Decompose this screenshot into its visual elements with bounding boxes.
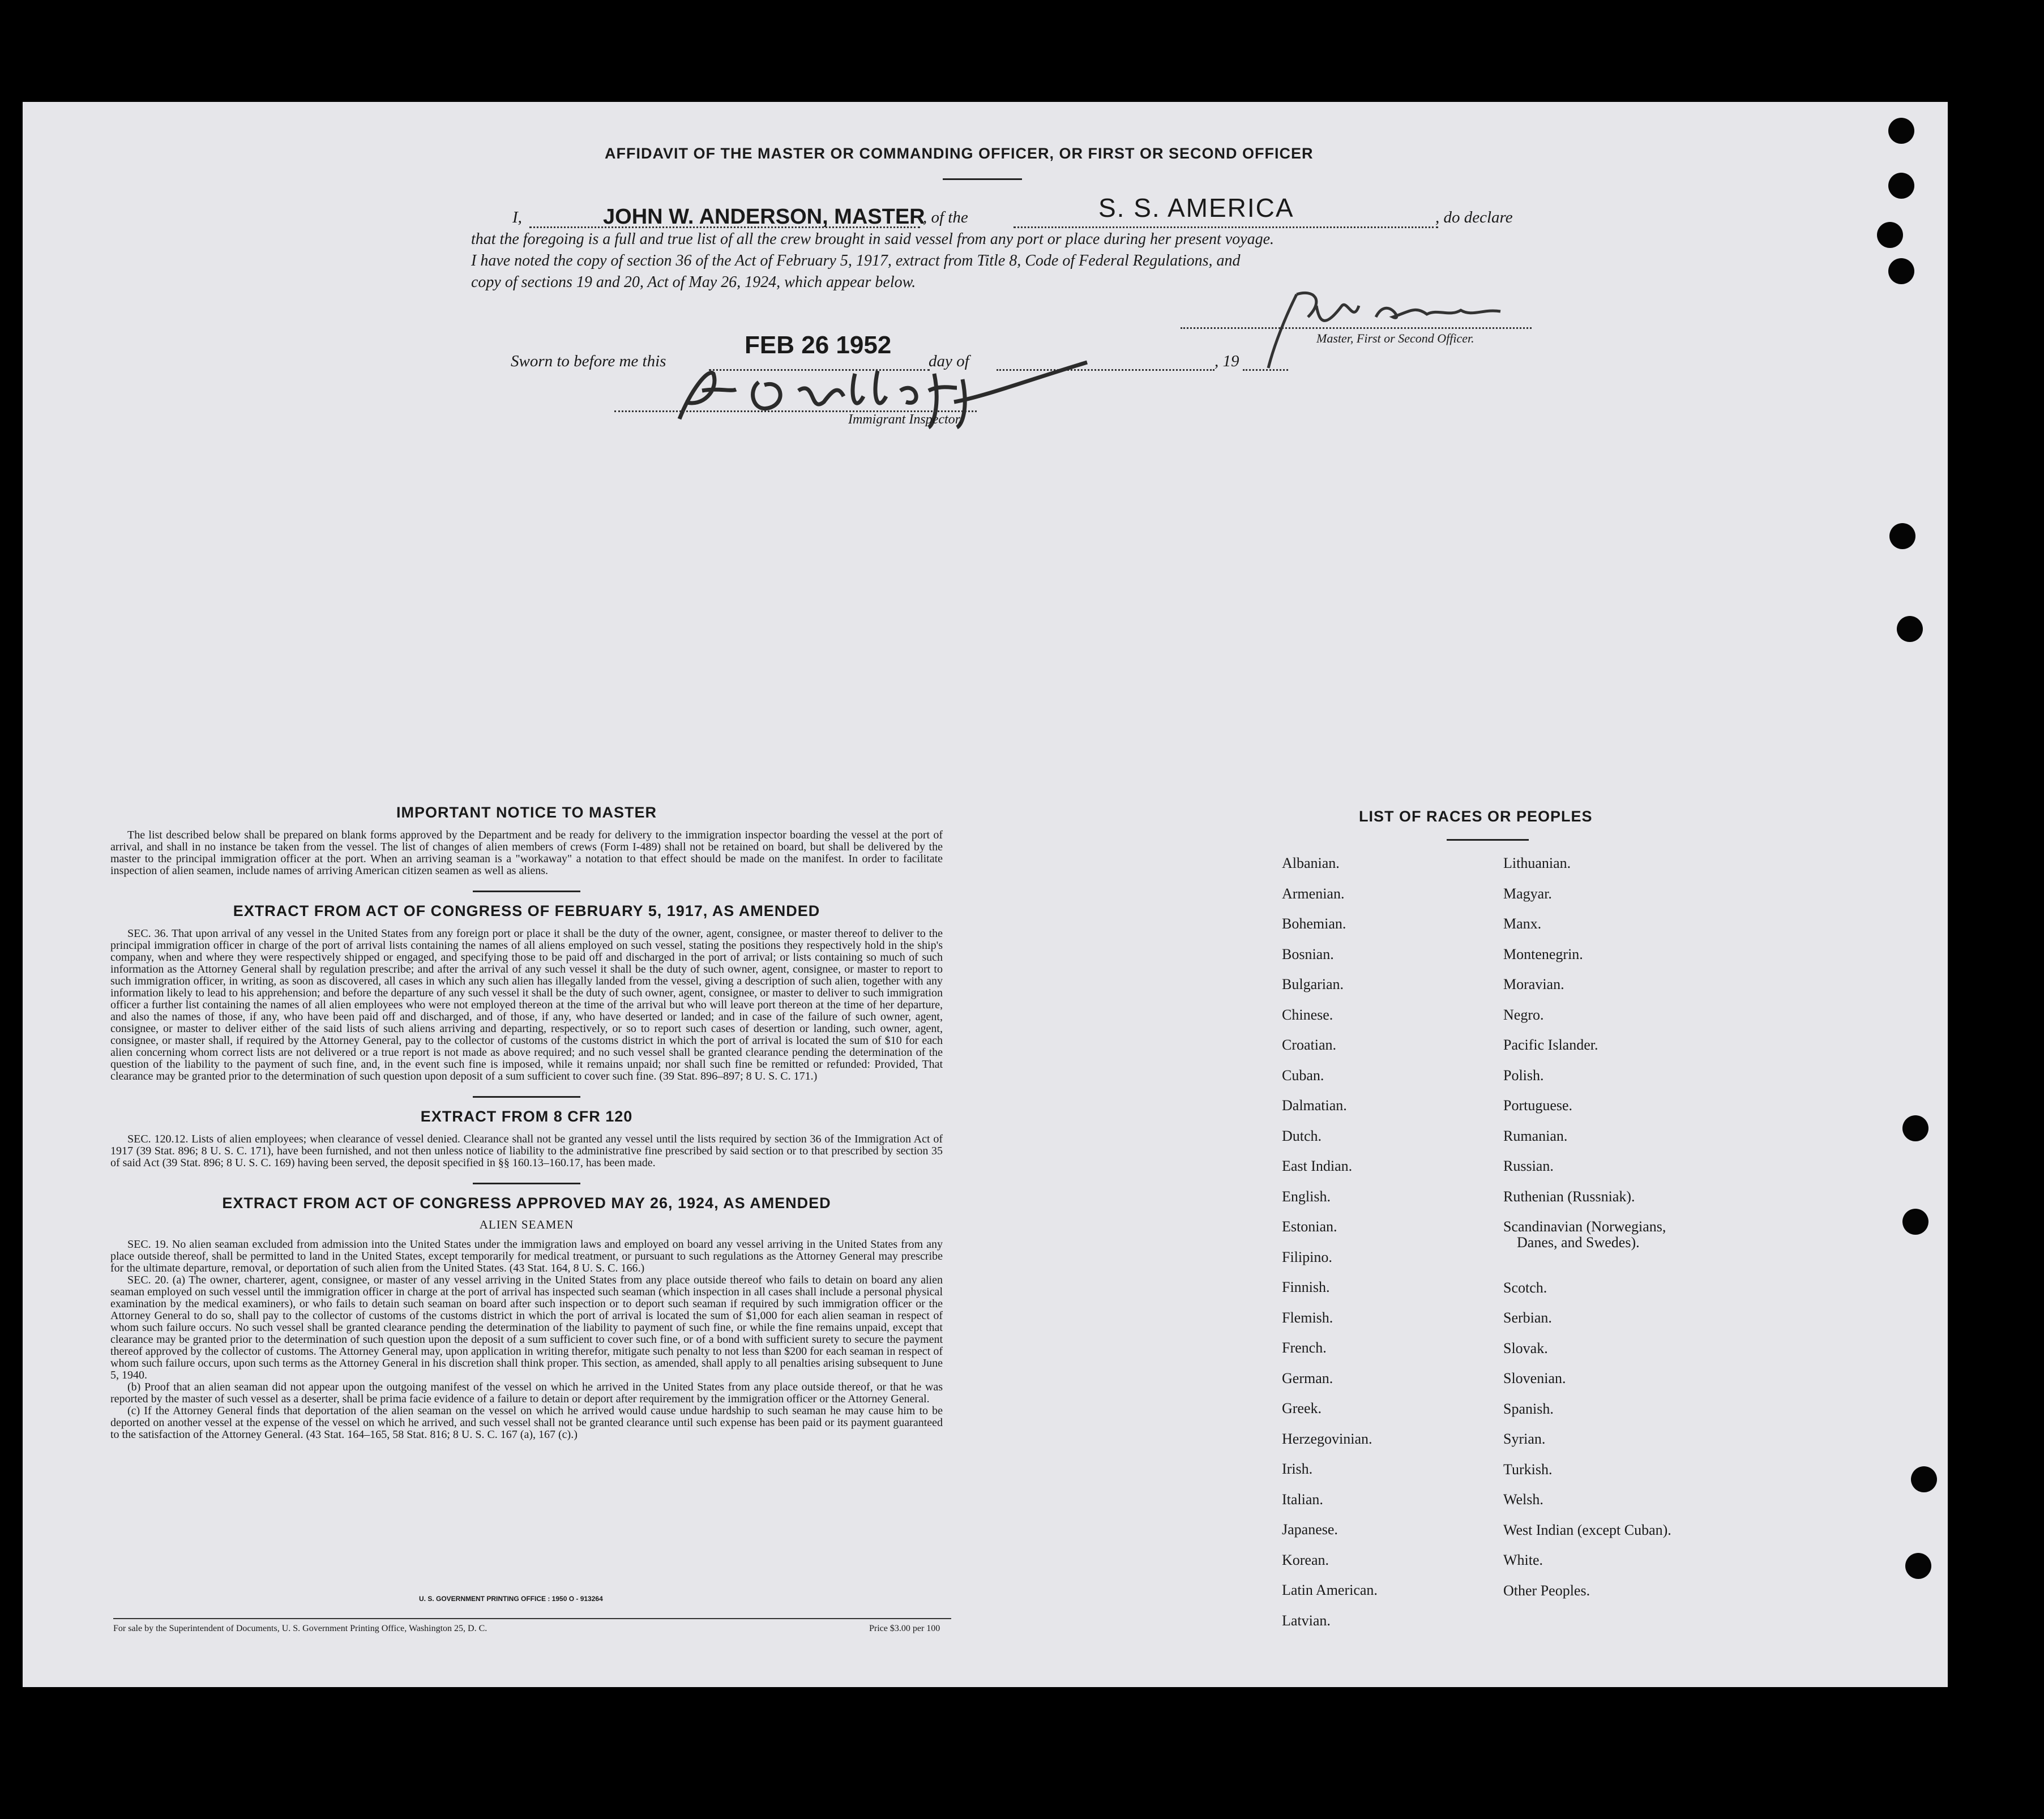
race-item: Montenegrin. (1503, 945, 1583, 962)
sec-20b-text: (b) Proof that an alien seaman did not appear upon the outgoing manifest of the vessel on which he arrived in the United States from any place outside thereof, or that he was reported by the master of such vessel as a deserter, shall be prima facie evidence of a failure to detain or deport after requirement by the immigration officer or the Attorney General. (110, 1381, 943, 1405)
sec-20a-text: SEC. 20. (a) The owner, charterer, agent, consignee, or master of any vessel arriving in the United States from any place outside thereof who fails to detain on board any alien seaman employed on such vessel until the immigration officer in charge at the port of arrival has inspected such seaman (which inspection in all cases shall include a personal physical examination by the medical examiners), or who fails to detain such seaman on board after such inspection or to deport such seaman if required by such immigration officer or the Attorney General to do so, shall pay to the collector of customs of the customs district in which the port of arrival is located the sum of $1,000 for each alien seaman in respect of whom such failure occurs. No such vessel shall be granted clearance pending the determination of the liability to payment of such fine, or while the fine remains unpaid, except that clearance may be granted prior to the determination of such question upon the deposit of a sum sufficient to cover such fine, or of a bond with sufficient surety to secure the payment thereof approved by the collector of customs. The Attorney General may, upon application in writing therefor, mitigate such penalty to not less than $200 for each seaman in respect of whom such failure occurs, upon such terms as the Attorney General in his discretion shall think proper. This section, as amended, shall apply to all penalties arising subsequent to June 5, 1940. (110, 1274, 943, 1381)
punch-hole (1902, 1209, 1928, 1235)
race-item: Herzegovinian. (1282, 1430, 1372, 1447)
sec-20c-text: (c) If the Attorney General finds that deportation of the alien seaman on the vessel on which he arrived would cause undue hardship to such seaman he may cause him to be deported on another vessel at the expense of the vessel on which he arrived, and such vessel shall not be granted clearance until such expense has been paid or its payment guaranteed to the satisfaction of the Attorney General. (43 Stat. 164–165, 58 Stat. 816; 8 U. S. C. 167 (a), 167 (c).) (110, 1405, 943, 1441)
notice-section (110, 804, 943, 1441)
races-column-2 (1503, 855, 1798, 1612)
race-item: White. (1503, 1552, 1543, 1568)
master-name: JOHN W. ANDERSON, MASTER (603, 205, 925, 229)
race-item: Greek. (1282, 1400, 1322, 1416)
day-of-label: day of (929, 352, 969, 370)
extract-1917-title: EXTRACT FROM ACT OF CONGRESS OF FEBRUARY 5, 1917, AS AMENDED (233, 902, 820, 919)
race-item: Russian. (1503, 1158, 1554, 1174)
race-item: Finnish. (1282, 1279, 1330, 1295)
race-item: Japanese. (1282, 1521, 1338, 1538)
race-item: Lithuanian. (1503, 855, 1571, 871)
race-item: Irish. (1282, 1461, 1313, 1477)
sale-notice: For sale by the Superintendent of Documents, U. S. Government Printing Office, Washington 25, D. C. (113, 1624, 488, 1633)
race-item: Polish. (1503, 1067, 1544, 1084)
punch-hole (1911, 1466, 1937, 1492)
divider (473, 891, 580, 892)
punch-hole (1888, 173, 1914, 199)
race-item: Welsh. (1503, 1491, 1543, 1508)
race-item: Manx. (1503, 915, 1542, 932)
race-item: Portuguese. (1503, 1097, 1573, 1114)
year-line (1243, 369, 1288, 371)
race-item: Bohemian. (1282, 915, 1346, 932)
affidavit-line-2: that the foregoing is a full and true list of all the crew brought in said vessel from any port or place during her present voyage. (471, 230, 1275, 248)
race-item: Croatian. (1282, 1037, 1337, 1053)
punch-hole (1888, 118, 1914, 144)
race-item: Italian. (1282, 1491, 1323, 1508)
race-item: Magyar. (1503, 885, 1552, 902)
race-item: Danes, and Swedes). (1517, 1234, 1640, 1251)
race-item: Armenian. (1282, 885, 1345, 902)
race-item: Cuban. (1282, 1067, 1324, 1084)
divider (473, 1096, 580, 1098)
notice-title: IMPORTANT NOTICE TO MASTER (396, 804, 657, 821)
punch-hole (1897, 616, 1923, 642)
race-item: Latvian. (1282, 1612, 1331, 1629)
race-item: Dutch. (1282, 1127, 1322, 1144)
sworn-label: Sworn to before me this (511, 352, 666, 370)
punch-hole (1889, 523, 1915, 549)
do-declare-label: , do declare (1435, 208, 1513, 226)
inspector-caption: Immigrant Inspector. (848, 412, 963, 427)
races-title: LIST OF RACES OR PEOPLES (1359, 808, 1593, 825)
extract-1917-body: SEC. 36. That upon arrival of any vessel in the United States from any foreign port or place it shall be the duty of the owner, agent, consignee, or master thereof to deliver to the principal immigration officer in charge of the port of arrival lists containing the names of all aliens employed on such vessel, stating the positions they respectively hold in the ship's company, when and where they were respectively shipped or engaged, and specifying those to be paid off and discharged in the port of arrival; or lists containing so much of such information as the Attorney General shall by regulation prescribe; and after the arrival of any such vessel it shall be the duty of such owner, agent, consignee, or master to report to such immigration officer, in writing, as soon as discovered, all cases in which any such alien has illegally landed from the vessel, giving a description of such alien, together with any information likely to lead to his apprehension; and before the departure of any such vessel it shall be the duty of such owner, agent, consignee, or master to deliver to such immigration officer a further list containing the names of all alien employees who were not employed thereon at the time of the arrival but who will leave port thereon at the time of her departure, and also the names of those, if any, who have been paid off and discharged, and of those, if any, who have deserted or landed; and in case of the failure of such owner, agent, consignee, or master to deliver either of the said lists of such aliens arriving and departing, respectively, or so to report such cases of desertion or landing, such owner, agent, consignee, or master shall, if required by the Attorney General, pay to the collector of customs of the customs district in which the port of arrival is located the sum of $10 for each alien concerning whom correct lists are not delivered or a true report is not made as above required; and no such vessel shall be granted clearance pending the determination of the question of the liability to the payment of such fine, and, in the event such fine is imposed, while it remains unpaid; nor shall such fine be remitted or refunded: Provided, That clearance may be granted prior to the determination of such question upon deposit of a sum sufficient to cover such fine. (39 Stat. 896–897; 8 U. S. C. 171.) (110, 927, 943, 1082)
master-signature-line (1181, 327, 1532, 329)
punch-hole (1902, 1115, 1928, 1141)
race-item: Spanish. (1503, 1400, 1554, 1417)
race-item: Pacific Islander. (1503, 1037, 1598, 1053)
race-item: Bulgarian. (1282, 976, 1344, 992)
divider (1447, 839, 1529, 841)
race-item: Syrian. (1503, 1431, 1546, 1447)
extract-cfr-body: SEC. 120.12. Lists of alien employees; when clearance of vessel denied. Clearance shall not be granted any vessel until the lists required by section 36 of the Immigration Act of 1917 (39 Stat. 896; 8 U. S. C. 171), have been furnished, and not then unless notice of liability to the administrative fine prescribed by said section or to that prescribed by section 35 of said Act (39 Stat. 896; 8 U. S. C. 169) having been served, the deposit specified in §§ 160.13–160.17, has been made. (110, 1133, 943, 1169)
sec-19-text: SEC. 19. No alien seaman excluded from admission into the United States under the immigration laws and employed on board any vessel arriving in the United States from any place outside thereof, shall be permitted to land in the United States, except temporarily for medical treatment, or pursuant to such regulations as the Attorney General may prescribe for the ultimate departure, removal, or deportation of such alien from the United States. (43 Stat. 164, 8 U. S. C. 166.) (110, 1238, 943, 1274)
year-prefix: , 19 (1215, 352, 1239, 370)
race-item: Scandinavian (Norwegians, (1503, 1218, 1666, 1235)
race-item: Turkish. (1503, 1461, 1553, 1478)
vessel-name: S. S. AMERICA (1098, 193, 1294, 222)
races-column-1 (1282, 855, 1497, 1642)
race-item: Scotch. (1503, 1279, 1547, 1296)
race-item: Korean. (1282, 1551, 1329, 1568)
divider (943, 178, 1022, 180)
notice-body: The list described below shall be prepared on blank forms approved by the Department and be ready for delivery to the immigration inspector boarding the vessel at the port of arrival, and shall in no instance be taken from the vessel. The list of changes of alien members of crews (Form I-489) shall not be retained on board, but shall be delivered by the master to the principal immigration officer at the port. When an arriving seaman is a "workaway" a notation to that effect should be made on the manifest. In order to facilitate inspection of alien seamen, include names of arriving American citizen seamen as well as aliens. (110, 829, 943, 877)
race-item: Negro. (1503, 1006, 1544, 1023)
extract-1924-title: EXTRACT FROM ACT OF CONGRESS APPROVED MAY 26, 1924, AS AMENDED (222, 1195, 831, 1212)
race-item: German. (1282, 1369, 1333, 1386)
price-notice: Price $3.00 per 100 (869, 1624, 940, 1633)
race-item: Chinese. (1282, 1006, 1333, 1023)
gpo-imprint: U. S. GOVERNMENT PRINTING OFFICE : 1950 O - 913264 (419, 1595, 603, 1603)
alien-seamen-subtitle: ALIEN SEAMEN (479, 1218, 574, 1231)
punch-hole (1877, 222, 1903, 248)
race-item: East Indian. (1282, 1158, 1353, 1174)
vessel-line (1014, 226, 1438, 228)
race-item: Rumanian. (1503, 1127, 1568, 1144)
of-the-label: , of the (923, 208, 968, 226)
master-signature-caption: Master, First or Second Officer. (1316, 331, 1474, 345)
race-item: Ruthenian (Russniak). (1503, 1188, 1635, 1205)
punch-hole (1905, 1553, 1931, 1579)
race-item: West Indian (except Cuban). (1503, 1521, 1671, 1538)
race-item: Slovak. (1503, 1339, 1548, 1356)
punch-hole (1888, 258, 1914, 284)
race-item: English. (1282, 1188, 1331, 1205)
race-item: Estonian. (1282, 1218, 1337, 1235)
declarant-label: I, (512, 208, 522, 226)
extract-cfr-title: EXTRACT FROM 8 CFR 120 (420, 1108, 633, 1125)
footer-rule (113, 1618, 951, 1619)
race-item: Moravian. (1503, 976, 1564, 992)
race-item: Latin American. (1282, 1582, 1378, 1598)
affidavit-line-4: copy of sections 19 and 20, Act of May 26, 1924, which appear below. (471, 273, 916, 291)
affidavit-line-3: I have noted the copy of section 36 of the Act of February 5, 1917, extract from Title 8, Code of Federal Regulations, and (471, 252, 1241, 269)
race-item: Flemish. (1282, 1309, 1333, 1326)
race-item: Albanian. (1282, 855, 1340, 871)
affidavit-title: AFFIDAVIT OF THE MASTER OR COMMANDING OFFICER, OR FIRST OR SECOND OFFICER (605, 145, 1314, 162)
divider (473, 1183, 580, 1184)
race-item: French. (1282, 1339, 1327, 1356)
race-item: Other Peoples. (1503, 1582, 1590, 1599)
race-item: Serbian. (1503, 1309, 1552, 1326)
sworn-date-stamp: FEB 26 1952 (745, 331, 892, 359)
race-item: Dalmatian. (1282, 1097, 1347, 1114)
race-item: Filipino. (1282, 1248, 1332, 1265)
race-item: Bosnian. (1282, 945, 1334, 962)
race-item: Slovenian. (1503, 1370, 1566, 1386)
